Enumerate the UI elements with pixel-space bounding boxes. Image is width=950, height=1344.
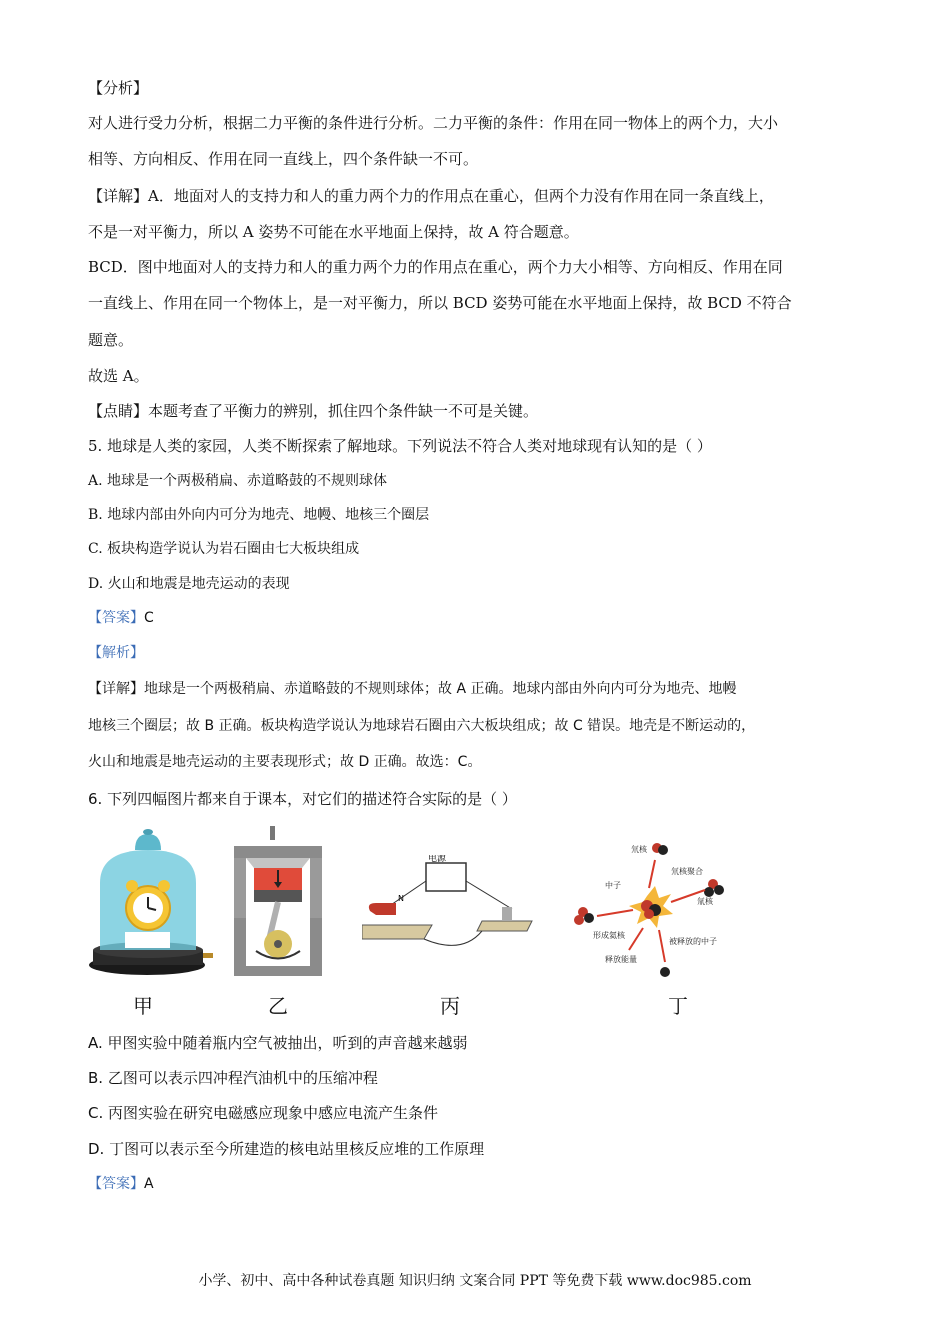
comment-line [88,401,538,421]
figure-ding-fusion [563,838,733,980]
figure-label-bing: 丙 [440,994,460,1018]
detail-label: 【详解】 [88,187,149,205]
answer-value: C [144,610,154,626]
q5-option-c: C. 板块构造学说认为岩石圈由七大板块组成 [88,541,360,557]
detail-line [88,186,774,206]
q5-option-a: A. 地球是一个两极稍扁、赤道略鼓的不规则球体 [88,473,388,489]
q6-answer [88,1174,154,1194]
detail-line: BCD．图中地面对人的支持力和人的重力两个力的作用点在重心，两个力大小相等、方向相反、作用在同 [88,258,783,276]
label-helium: 形成氦核 [593,931,625,940]
label-energy: 释放能量 [605,955,637,964]
q6-option-a: A. 甲图实验中随着瓶内空气被抽出，听到的声音越来越弱 [88,1034,468,1052]
label-fusion: 氘核聚合 [671,867,703,876]
q5-detail-line: 地核三个圈层；故 B 正确。板块构造学说认为地球岩石圈由六大板块组成；故 C 错误。地壳是不断运动的， [88,718,756,734]
label-deuterium: 氘核 [631,845,647,854]
answer-value: A [144,1176,154,1192]
q5-option-d: D. 火山和地震是地壳运动的表现 [88,576,290,592]
figure-label-yi: 乙 [268,994,288,1018]
detail-text: 地球是一个两极稍扁、赤道略鼓的不规则球体；故 A 正确。地球内部由外向内可分为地壳、地幔 [144,681,737,697]
q5-detail-line: 火山和地震是地壳运动的主要表现形式；故 D 正确。故选：C。 [88,754,482,770]
label-tritium: 氚核 [697,897,713,906]
detail-line: 不是一对平衡力，所以 A 姿势不可能在水平地面上保持，故 A 符合题意。 [88,223,579,241]
q5-detail-line [88,679,736,699]
magnet-n-label: N [398,894,404,903]
figure-jia-bell-jar [85,828,215,978]
analysis-header: 【分析】 [88,79,149,97]
q5-option-b: B. 地球内部由外向内可分为地壳、地幔、地核三个圈层 [88,507,430,523]
figure-bing-circuit [362,855,537,955]
detail-line: 题意。 [88,331,134,349]
analysis-line: 相等、方向相反、作用在同一直线上，四个条件缺一不可。 [88,150,479,168]
figure-label-jia: 甲 [133,994,153,1018]
comment-label: 【点睛】 [88,402,149,420]
figure-label-ding: 丁 [668,994,688,1018]
detail-line: 一直线上、作用在同一个物体上，是一对平衡力，所以 BCD 姿势可能在水平地面上保持，故 BCD 不符合 [88,294,792,312]
answer-label: 【答案】 [88,610,144,626]
q6-option-b: B. 乙图可以表示四冲程汽油机中的压缩冲程 [88,1069,378,1087]
page-footer: 小学、初中、高中各种试卷真题 知识归纳 文案合同 PPT 等免费下载 www.doc985.com [198,1273,752,1289]
label-neutron: 中子 [605,881,621,890]
detail-label: 【详解】 [88,681,144,697]
comment-text: 本题考查了平衡力的辨别，抓住四个条件缺一不可是关键。 [148,402,539,420]
analysis-line: 对人进行受力分析，根据二力平衡的条件进行分析。二力平衡的条件：作用在同一物体上的两个力，大小 [88,114,779,132]
q6-option-d: D. 丁图可以表示至今所建造的核电站里核反应堆的工作原理 [88,1140,485,1158]
answer-label: 【答案】 [88,1176,144,1192]
power-label: 电源 [428,855,447,864]
detail-line: 故选 A。 [88,367,149,385]
detail-text: A．地面对人的支持力和人的重力两个力的作用点在重心，但两个力没有作用在同一条直线上， [148,187,774,205]
figure-yi-engine [232,826,324,978]
q5-answer [88,608,154,628]
q6-option-c: C. 丙图实验在研究电磁感应现象中感应电流产生条件 [88,1104,439,1122]
label-released-neutron: 被释放的中子 [669,937,717,946]
q6-stem: 6. 下列四幅图片都来自于课本，对它们的描述符合实际的是（ ） [88,790,517,808]
q5-stem: 5. 地球是人类的家园，人类不断探索了解地球。下列说法不符合人类对地球现有认知的是（ ） [88,437,712,455]
q5-analysis-label: 【解析】 [88,645,144,661]
